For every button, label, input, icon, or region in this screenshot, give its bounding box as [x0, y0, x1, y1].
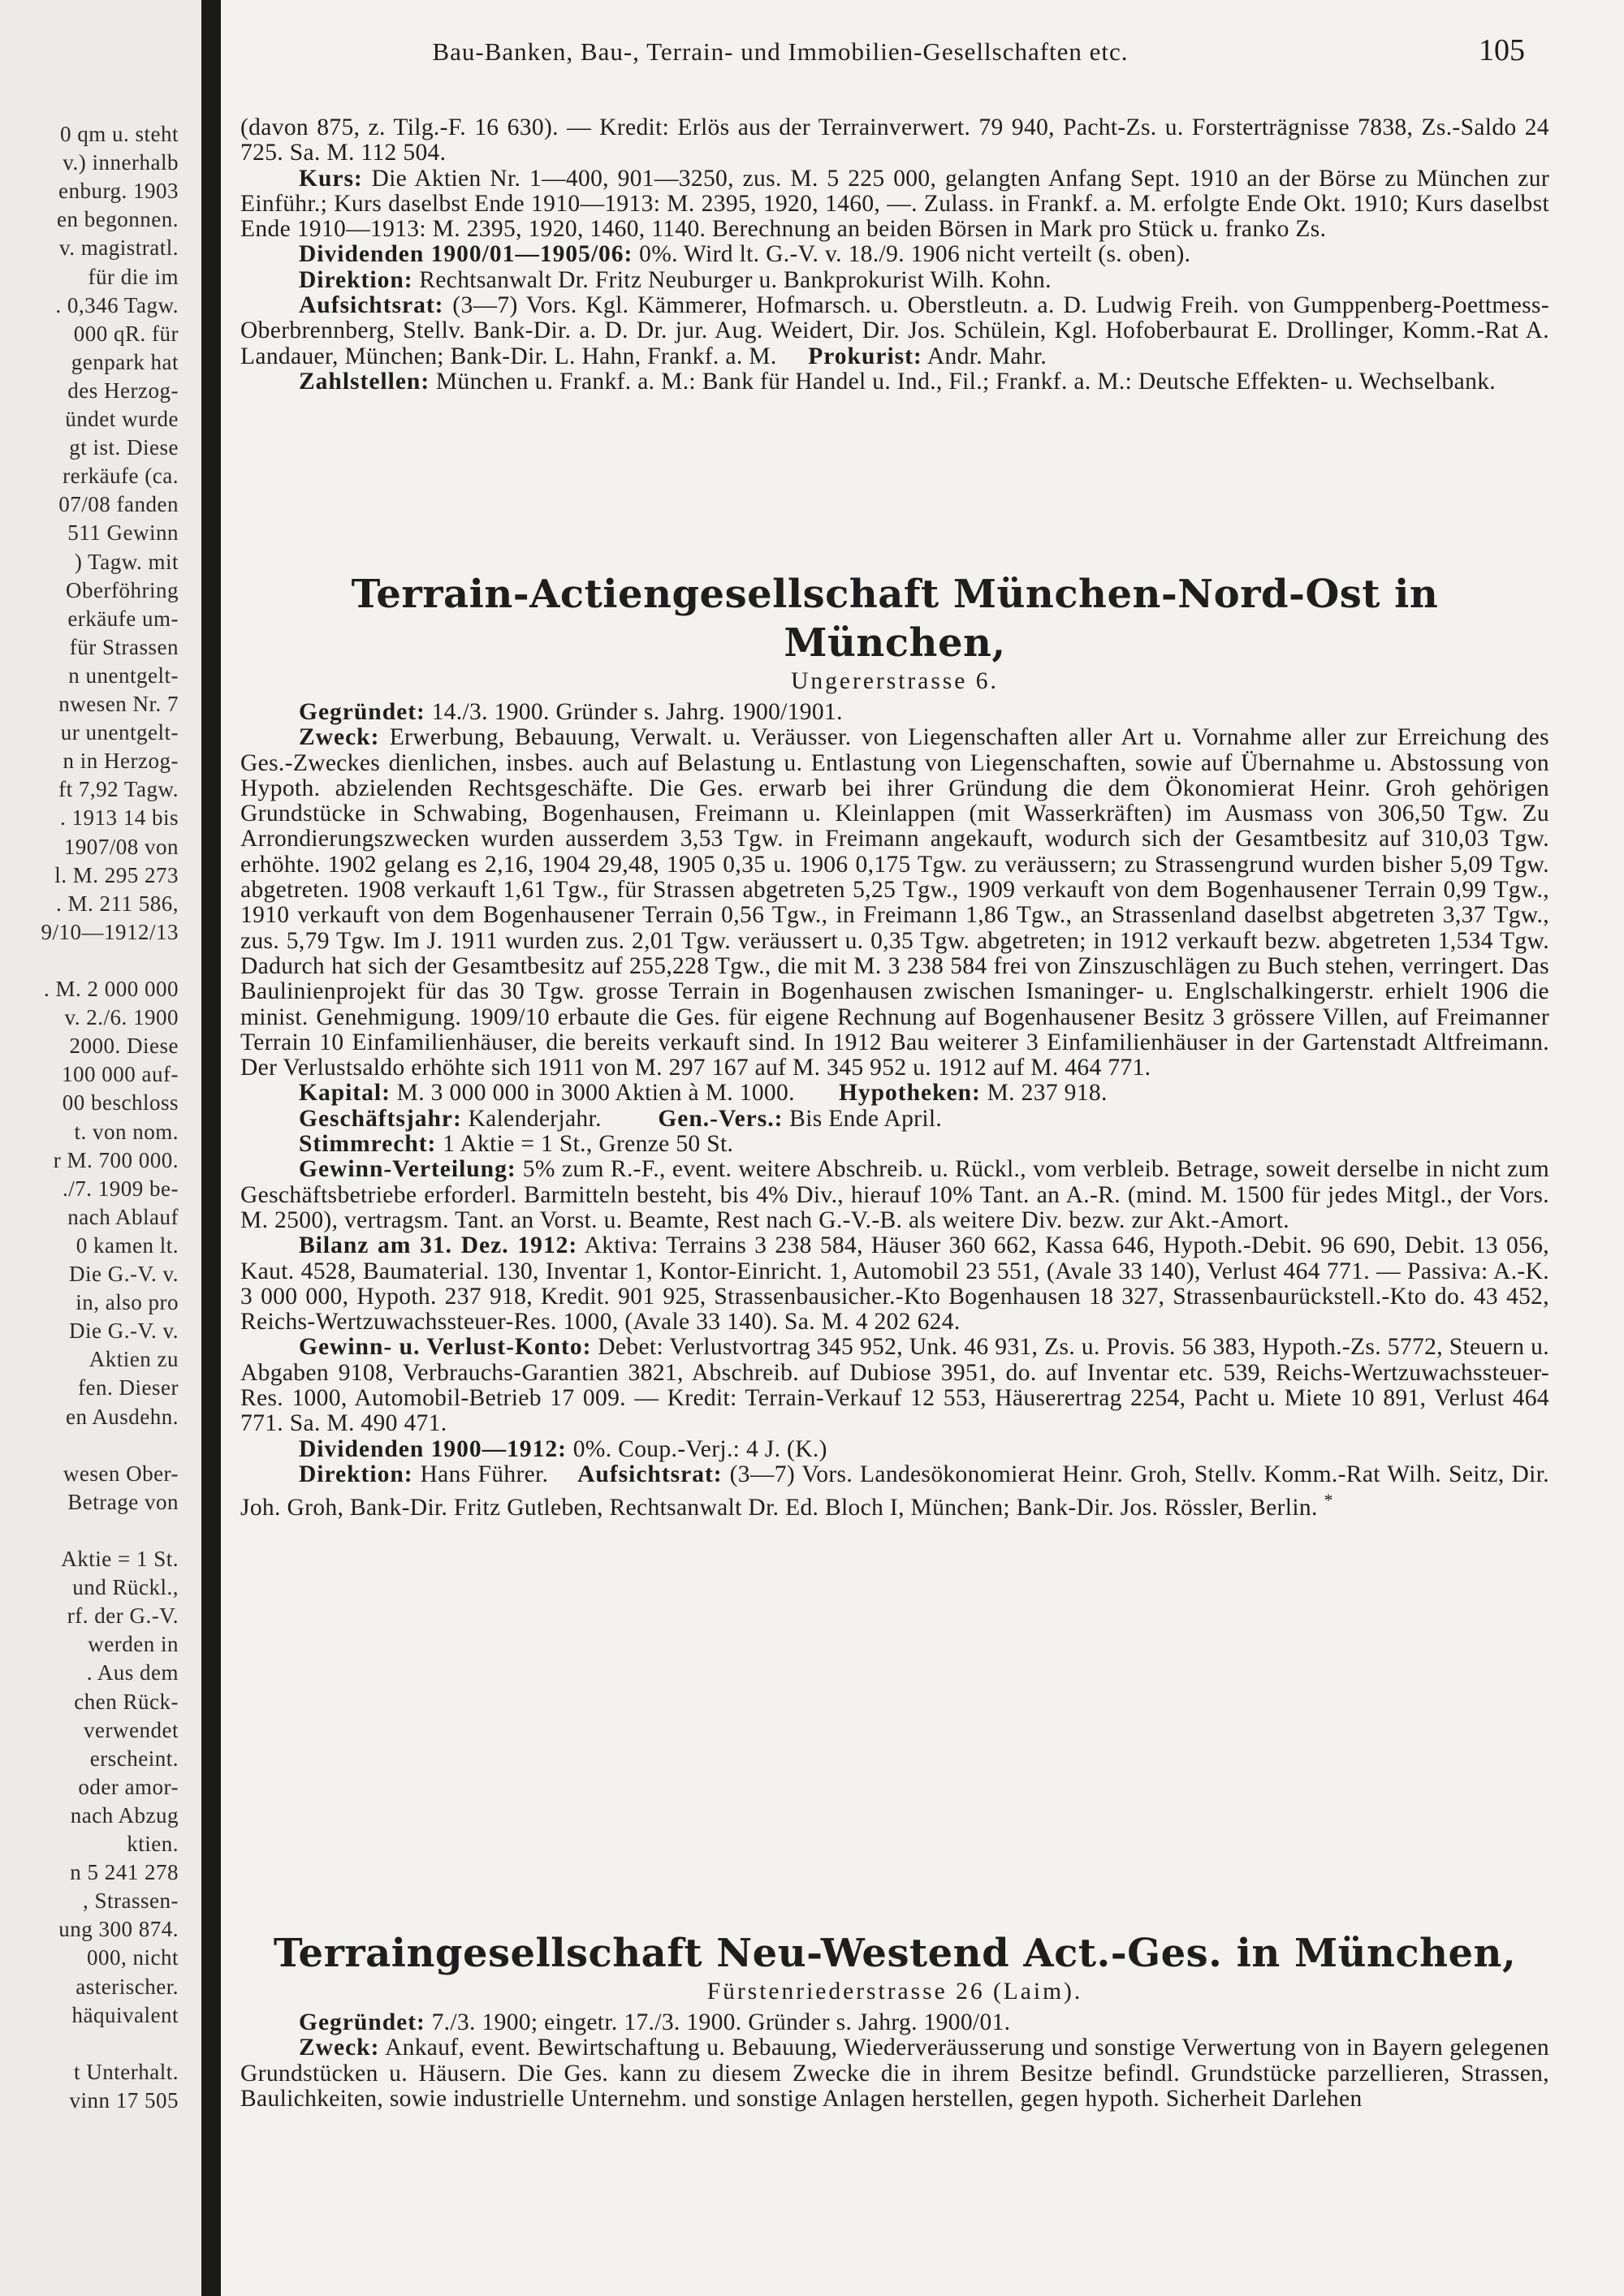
previous-column-line: Die G.-V. v.	[69, 1262, 179, 1286]
previous-column-line: ur unentgelt-	[60, 720, 179, 745]
previous-column-line: . M. 211 586,	[55, 891, 179, 916]
previous-column-line: ) Tagw. mit	[74, 549, 179, 574]
previous-column-line: 2000. Diese	[69, 1034, 179, 1059]
running-header	[240, 32, 1549, 81]
capital-paragraph: Kapital: M. 3 000 000 in 3000 Aktien à M. 1000. Hypotheken: M. 237 918.	[299, 1080, 1108, 1107]
previous-column-line: erscheint.	[89, 1746, 179, 1771]
company-entry-neu-westend	[240, 1929, 1549, 2112]
mortgages-label: Hypotheken:	[838, 1080, 981, 1107]
previous-column-line: 100 000 auf-	[62, 1062, 179, 1087]
previous-column-line: v.) innerhalb	[63, 150, 179, 175]
previous-column-line: en begonnen.	[57, 207, 179, 232]
profit-loss-paragraph: Gewinn- u. Verlust-Konto: Debet: Verlustvortrag 345 952, Unk. 46 931, Zs. u. Provis. 56 383, Hypoth.-Zs. 5772, Steuern u. Abgaben 9108, Verbrauchs-Garantien 3821, Abschreib. auf Dubiose 3951, do. auf Inventar etc. 539, Reichs-Wertzuwachssteuer-Res. 1000, Automobil-Betrieb 17 009. — Kredit: Terrain-Verkauf 12 553, Häuserertrag 2254, Pacht u. Miete 10 891, Verlust 464 771. Sa. M. 490 471.	[240, 1334, 1549, 1437]
direction-paragraph: Direktion: Rechtsanwalt Dr. Fritz Neuburger u. Bankprokurist Wilh. Kohn.	[299, 266, 1052, 293]
previous-column-line: häquivalent	[71, 2002, 179, 2027]
previous-column-line: wesen Ober-	[63, 1461, 179, 1486]
previous-page-column	[0, 0, 201, 2296]
founded-paragraph: Gegründet: 14./3. 1900. Gründer s. Jahrg. 1900/1901.	[299, 699, 843, 725]
previous-column-line: 000, nicht	[87, 1945, 179, 1970]
dividends-paragraph: Dividenden 1900—1912: 0%. Coup.-Verj.: 4 J. (K.)	[299, 1435, 827, 1462]
previous-column-line: asterischer.	[76, 1974, 179, 1999]
purpose-paragraph: Zweck: Erwerbung, Bebauung, Verwalt. u. Veräusser. von Liegenschaften aller Art u. Vornahme aller zur Erreichung des Ges.-Zweckes dienlichen, insbes. auch auf Belastung u. Entlastung von Liegenschaften, sowie auf Übernahme u. Abstossung von Hypoth. abzielenden Rechtsgeschäfte. Die Ges. erwarb bei ihrer Gründung die dem Ökonomierat Heinr. Groh gehörigen Grundstücke in Schwabing, Bogenhausen, Freimann u. Kleinlappen (mit Wasserkräften) im Ausmass von 306,50 Tgw. Zu Arrondierungszwecken wurden ausserdem 3,53 Tgw. in Freimann angekauft, wodurch sich der Gesamtbesitz auf 310,03 Tgw. erhöhte. 1902 gelang es 2,16, 1904 29,48, 1905 0,35 u. 1906 0,175 Tgw. zu veräussern; zu Strassengrund wurden bisher 5,09 Tgw. abgetreten. 1908 verkauft 1,61 Tgw., für Strassen abgetreten 5,25 Tgw., 1909 verkauft von dem Bogenhausener Terrain 0,99 Tgw., 1910 verkauft von dem Bogenhausener Terrain 0,56 Tgw., in Freimann 1,86 Tgw., an Strassenland daselbst abgetreten 3,37 Tgw., zus. 5,79 Tgw. Im J. 1911 wurden zus. 2,01 Tgw. veräussert u. 0,35 Tgw. abgetreten; in 1912 verkauft bezw. abgetreten 1,534 Tgw. Dadurch hat sich der Gesamtbesitz auf 255,228 Tgw., die mit M. 3 238 584 frei von Zinszuschlägen zu Buch stehen, verringert. Das Baulinienprojekt für das 30 Tgw. grosse Terrain in Bogenhausen zwischen Ismaninger- u. Englschalkingerstr. erhielt 1906 die minist. Genehmigung. 1909/10 erbaute die Ges. für eigene Rechnung auf Bogenhausener Besitz 3 grössere Villen, auf Freimanner Terrain 10 Einfamilienhäuser, die bereits verkauft sind. In 1912 Bau weiterer 3 Einfamilienhäuser in der Gartenstadt Altfreimann. Der Verlustsaldo erhöhte sich 1911 von M. 297 167 auf M. 345 952 u. 1912 auf M. 464 771.	[240, 724, 1549, 1081]
company-address: Fürstenriederstrasse 26 (Laim).	[706, 1979, 1083, 2005]
previous-column-line: vinn 17 505	[69, 2087, 179, 2113]
direction-label: Direktion:	[299, 1461, 413, 1487]
previous-column-line: fen. Dieser	[78, 1375, 179, 1400]
previous-column-line: ündet wurde	[65, 407, 179, 431]
company-entry-nord-ost	[240, 570, 1549, 1521]
previous-column-line: 0 qm u. steht	[60, 122, 179, 146]
previous-column-line: 0 kamen lt.	[76, 1232, 179, 1258]
purpose-paragraph: Zweck: Ankauf, event. Bewirtschaftung u. Bebauung, Wiederveräusserung und sonstige Verwertung von in Bayern gelegenen Grundstücken u. Häusern. Die Ges. kann zu diesem Zwecke die in ihrem Besitze befindl. Grundstücke parzellieren, Strassen, Baulichkeiten, sowie industrielle Unternehm. und sonstige Anlagen herstellen, gegen hypoth. Sicherheit Darlehen	[240, 2035, 1549, 2112]
board-paragraph: Direktion: Hans Führer. Aufsichtsrat: (3—7) Vors. Landesökonomierat Heinr. Groh, Stellv. Komm.-Rat Wilh. Seitz, Dir. Joh. Groh, Bank-Dir. Fritz Gutleben, Rechtsanwalt Dr. Ed. Bloch I, München; Bank-Dir. Jos. Rössler, Berlin. *	[240, 1461, 1549, 1521]
profit-distribution-paragraph: Gewinn-Verteilung: 5% zum R.-F., event. weitere Abschreib. u. Rückl., vom verbleib. Betrage, soweit derselbe in nicht zum Geschäftsbetriebe erforderl. Barmitteln besteht, bis 4% Div., hierauf 10% Tant. an A.-R. (mind. M. 1500 für jedes Mitgl., der Vors. M. 2500), vertragsm. Tant. an Vorst. u. Beamte, Rest nach G.-V.-B. als weitere Div. bezw. zur Akt.-Amort.	[240, 1156, 1549, 1233]
previous-column-line: für Strassen	[69, 634, 179, 659]
founded-paragraph: Gegründet: 7./3. 1900; eingetr. 17./3. 1900. Gründer s. Jahrg. 1900/01.	[299, 2009, 1011, 2035]
previous-column-line: r M. 700 000.	[53, 1147, 179, 1172]
previous-column-line: 000 qR. für	[73, 321, 179, 346]
header-title: Bau-Banken, Bau-, Terrain- und Immobilien-Gesellschaften etc.	[432, 37, 1129, 66]
previous-column-line: 07/08 fanden	[58, 492, 179, 517]
previous-column-line: 9/10—1912/13	[41, 919, 179, 944]
previous-column-line: en Ausdehn.	[66, 1404, 179, 1429]
previous-column-line: v. magistratl.	[59, 235, 179, 261]
previous-column-line: gt ist. Diese	[69, 435, 179, 460]
company-address: Ungererstrasse 6.	[791, 668, 999, 694]
previous-column-line: t Unterhalt.	[74, 2059, 179, 2084]
previous-column-line: 1907/08 von	[63, 834, 179, 859]
previous-column-line: rerkäufe (ca.	[63, 464, 179, 489]
purpose-label: Zweck:	[299, 724, 380, 751]
paying-agents-label: Zahlstellen:	[299, 368, 430, 395]
dividends-paragraph: Dividenden 1900/01—1905/06: 0%. Wird lt. G.-V. v. 18./9. 1906 nicht verteilt (s. oben).	[299, 241, 1191, 268]
previous-column-line: t. von nom.	[74, 1119, 179, 1144]
previous-column-line: . M. 2 000 000	[43, 977, 179, 1001]
previous-column-line: erkäufe um-	[67, 606, 179, 631]
voting-rights-paragraph: Stimmrecht: 1 Aktie = 1 St., Grenze 50 St.	[299, 1131, 734, 1158]
previous-column-line: n in Herzog-	[63, 749, 179, 774]
company-title: Terrain-Actiengesellschaft München-Nord-Ost in München,	[351, 572, 1439, 666]
previous-column-line: , Strassen-	[83, 1888, 179, 1914]
profit-loss-label: Gewinn- u. Verlust-Konto:	[299, 1334, 592, 1361]
previous-column-line: werden in	[88, 1632, 179, 1657]
previous-column-line: 00 beschloss	[62, 1090, 179, 1116]
previous-column-line: n unentgelt-	[68, 662, 179, 688]
previous-column-line: nwesen Nr. 7	[58, 692, 179, 716]
previous-column-line: . 1913 14 bis	[59, 805, 179, 831]
supervisory-board-paragraph: Aufsichtsrat: (3—7) Vors. Kgl. Kämmerer, Hofmarsch. u. Oberstleutn. a. D. Ludwig Freih. von Gumppenberg-Poettmess-Oberbrennberg, Stellv. Bank-Dir. a. D. Dr. jur. Aug. Weidert, Dir. Jos. Schülein, Kgl. Hofoberbaurat E. Drollinger, Komm.-Rat A. Landauer, München; Bank-Dir. L. Hahn, Frankf. a. M. Prokurist: Andr. Mahr.	[240, 292, 1550, 369]
previous-column-line: Oberföhring	[66, 577, 179, 602]
page-gutter	[201, 0, 221, 2296]
previous-column-line: l. M. 295 273	[54, 862, 179, 887]
previous-column-line: 511 Gewinn	[67, 520, 179, 546]
previous-column-line: Betrage von	[67, 1489, 179, 1514]
paying-agents-paragraph: Zahlstellen: München u. Frankf. a. M.: Bank für Handel u. Ind., Fil.; Frankf. a. M.: Deutsche Effekten- u. Wechselbank.	[299, 368, 1497, 395]
previous-column-line: nach Abzug	[70, 1802, 179, 1828]
fiscal-year-label: Geschäftsjahr:	[299, 1105, 462, 1132]
previous-column-line: v. 2./6. 1900	[64, 1005, 179, 1030]
previous-column-line: ft 7,92 Tagw.	[58, 777, 179, 802]
balance-sheet-label: Bilanz am 31. Dez. 1912:	[299, 1232, 578, 1259]
voting-rights-label: Stimmrecht:	[299, 1131, 437, 1158]
page-number: 105	[1479, 33, 1525, 67]
previous-column-line: oder amor-	[78, 1774, 179, 1799]
supervisory-board-label: Aufsichtsrat:	[299, 292, 444, 319]
founded-label: Gegründet:	[299, 699, 425, 725]
kurs-paragraph: Kurs: Die Aktien Nr. 1—400, 901—3250, zus. M. 5 225 000, gelangten Anfang Sept. 1910 an der Börse zu München zur Einführ.; Kurs daselbst Ende 1910—1913: M. 2395, 1920, 1460, —. Zulass. in Frankf. a. M. erfolgte Ende Okt. 1910; Kurs daselbst Ende 1910—1913: M. 2395, 1920, 1460, 1140. Berechnung an beiden Börsen in Mark pro Stück u. franko Zs.	[240, 165, 1549, 243]
previous-column-line: Aktie = 1 St.	[61, 1547, 179, 1571]
previous-column-line: rf. der G.-V.	[67, 1603, 179, 1629]
previous-column-line: nach Ablauf	[67, 1204, 179, 1229]
dividends-label: Dividenden 1900—1912:	[299, 1435, 567, 1462]
previous-column-line: ung 300 874.	[58, 1917, 179, 1942]
previous-column-line: verwendet	[84, 1717, 179, 1742]
continued-entry	[240, 115, 1549, 395]
general-meeting-label: Gen.-Vers.:	[658, 1105, 784, 1132]
asterisk-mark: *	[1324, 1490, 1333, 1511]
profit-distribution-label: Gewinn-Verteilung:	[299, 1156, 516, 1183]
previous-column-line: genpark hat	[71, 349, 179, 374]
previous-column-line: Aktien zu	[89, 1347, 179, 1372]
previous-column-line: für die im	[88, 264, 179, 289]
company-title: Terraingesellschaft Neu-Westend Act.-Ges. in München,	[273, 1931, 1517, 1976]
previous-column-line: ktien.	[127, 1832, 179, 1856]
founded-label: Gegründet:	[299, 2009, 425, 2035]
prokurist-label: Prokurist:	[808, 343, 922, 369]
kurs-label: Kurs:	[299, 165, 363, 192]
purpose-label: Zweck:	[299, 2035, 380, 2061]
capital-label: Kapital:	[299, 1080, 391, 1107]
previous-column-line: . 0,346 Tagw.	[55, 292, 179, 317]
direction-label: Direktion:	[299, 266, 413, 293]
previous-column-line: . Aus dem	[86, 1660, 179, 1685]
page-content	[240, 32, 1549, 2273]
previous-column-line: Die G.-V. v.	[69, 1318, 179, 1344]
dividends-label: Dividenden 1900/01—1905/06:	[299, 241, 633, 268]
credit-paragraph: (davon 875, z. Tilg.-F. 16 630). — Kredit: Erlös aus der Terrainverwert. 79 940, Pacht-Zs. u. Forsterträgnisse 7838, Zs.-Saldo 24 725. Sa. M. 112 504.	[240, 114, 1549, 166]
previous-column-line: ./7. 1909 be-	[63, 1176, 179, 1201]
previous-column-line: in, also pro	[76, 1290, 179, 1315]
previous-column-line: chen Rück-	[74, 1689, 179, 1714]
previous-column-line: n 5 241 278	[70, 1860, 179, 1885]
previous-column-line: des Herzog-	[67, 378, 179, 403]
fiscal-year-paragraph: Geschäftsjahr: Kalenderjahr. Gen.-Vers.: Bis Ende April.	[299, 1105, 943, 1132]
previous-column-line: und Rückl.,	[72, 1575, 179, 1600]
previous-column-line: enburg. 1903	[58, 179, 179, 204]
balance-sheet-paragraph: Bilanz am 31. Dez. 1912: Aktiva: Terrains 3 238 584, Häuser 360 662, Kassa 646, Hypoth.-Debit. 96 690, Debit. 13 056, Kaut. 4528, Baumaterial. 130, Inventar 1, Kontor-Einricht. 1, Automobil 23 551, (Avale 33 140), Verlust 464 771. — Passiva: A.-K. 3 000 000, Hypoth. 237 918, Kredit. 901 925, Strassenbausicher.-Kto Bogenhausen 18 327, Strassenbaurückstell.-Kto do. 43 452, Reichs-Wertzuwachssteuer-Res. 1000, (Avale 33 140). Sa. M. 4 202 624.	[240, 1232, 1549, 1336]
supervisory-board-label: Aufsichtsrat:	[577, 1461, 723, 1487]
